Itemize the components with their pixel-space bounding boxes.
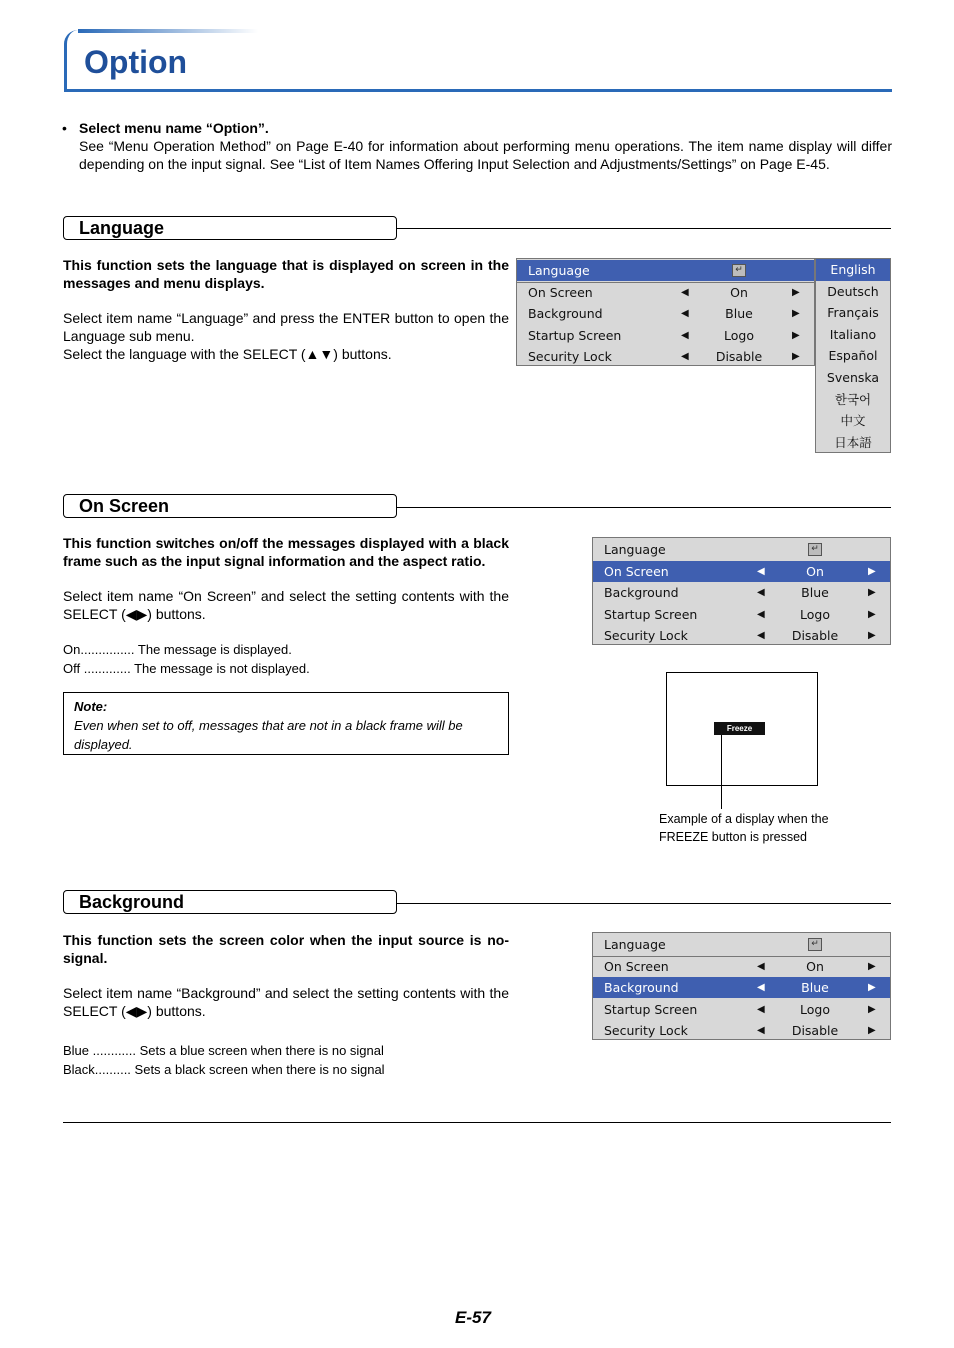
enter-icon: ↵: [808, 938, 822, 951]
right-arrow-icon: ▶: [868, 630, 876, 641]
left-arrow-icon: ◀: [757, 1025, 765, 1036]
on-screen-lead: This function switches on/off the messages displayed with a black frame such as the input signal information and the aspect ratio.: [63, 535, 509, 569]
menu-row-label: Background: [604, 585, 679, 600]
language-option[interactable]: English: [816, 259, 890, 281]
language-description: [63, 256, 509, 363]
section-rule: [397, 228, 891, 229]
left-arrow-icon: ◀: [681, 329, 689, 341]
menu-row-label: On Screen: [604, 563, 669, 579]
left-arrow-icon: ◀: [681, 351, 689, 362]
left-arrow-icon: ◀: [757, 1003, 765, 1015]
menu-row-value: Blue: [801, 585, 829, 600]
menu-row-value: Logo: [724, 327, 754, 343]
menu-row-label: Security Lock: [528, 349, 612, 364]
right-arrow-icon: ▶: [868, 587, 876, 598]
language-option[interactable]: Italiano: [829, 326, 877, 342]
page-number: E-57: [455, 1308, 491, 1327]
bullet: •: [62, 120, 67, 136]
section-heading-language: Language: [63, 216, 397, 240]
on-screen-p1: Select item name “On Screen” and select the setting contents with the SELECT (◀▶) buttons.: [63, 588, 509, 622]
note-box: [63, 692, 509, 755]
language-option[interactable]: Deutsch: [827, 283, 879, 299]
note-title: Note:: [74, 699, 108, 714]
section-heading-on-screen: On Screen: [63, 494, 397, 518]
menu-row-label: Security Lock: [604, 1023, 688, 1038]
callout-line: [721, 735, 722, 809]
section-heading-background: Background: [63, 890, 397, 914]
background-lead: This function sets the screen color when the input source is no-signal.: [63, 932, 509, 966]
menu-row-value: Disable: [715, 349, 763, 364]
definition-item: Black.......... Sets a black screen when there is no signal: [63, 1062, 385, 1077]
menu-row-value: Logo: [800, 1001, 830, 1017]
title-accent-line: [78, 29, 258, 33]
menu-row[interactable]: [593, 539, 890, 560]
menu-row-label: On Screen: [604, 958, 669, 974]
background-p1: Select item name “Background” and select the setting contents with the SELECT (◀▶) buttons.: [63, 985, 509, 1019]
menu-row[interactable]: [517, 346, 814, 367]
menu-row[interactable]: [593, 625, 890, 646]
left-arrow-icon: ◀: [681, 308, 689, 319]
left-arrow-icon: ◀: [757, 608, 765, 620]
language-option[interactable]: 日本語: [834, 434, 872, 450]
menu-row[interactable]: [517, 325, 814, 346]
menu-row[interactable]: [593, 934, 890, 955]
left-arrow-icon: ◀: [757, 587, 765, 598]
language-option[interactable]: 한국어: [834, 391, 872, 407]
menu-row-label: Security Lock: [604, 628, 688, 643]
menu-row-label: On Screen: [528, 284, 593, 300]
freeze-message: Freeze: [714, 722, 765, 735]
enter-icon: ↵: [808, 543, 822, 556]
menu-row-value: On: [806, 958, 824, 974]
menu-row-label: Background: [604, 980, 679, 995]
left-arrow-icon: ◀: [757, 565, 765, 577]
right-arrow-icon: ▶: [868, 982, 876, 993]
freeze-caption: Example of a display when the FREEZE button is pressed: [659, 812, 829, 844]
menu-row[interactable]: [517, 282, 814, 303]
language-submenu: [815, 258, 891, 453]
menu-row[interactable]: [593, 977, 890, 998]
menu-row[interactable]: [593, 604, 890, 625]
definition-item: On............... The message is displayed.: [63, 642, 292, 657]
osd-menu-background: [592, 932, 891, 1040]
menu-row-label: Background: [528, 306, 603, 321]
right-arrow-icon: ▶: [868, 1003, 876, 1015]
menu-row-label: Startup Screen: [604, 606, 698, 622]
footer-rule: [63, 1122, 891, 1123]
right-arrow-icon: ▶: [792, 351, 800, 362]
menu-row-label: Startup Screen: [604, 1001, 698, 1017]
page-title: Option: [84, 44, 188, 80]
language-p1: Select item name “Language” and press the ENTER button to open the Language sub menu.: [63, 310, 509, 344]
right-arrow-icon: ▶: [868, 960, 876, 972]
menu-row-label: Language: [528, 263, 590, 278]
on-screen-definitions: [63, 640, 509, 678]
title-frame: [64, 30, 892, 92]
language-lead: This function sets the language that is displayed on screen in the messages and menu displays.: [63, 257, 509, 291]
menu-row-label: Language: [604, 937, 666, 952]
menu-row[interactable]: [593, 561, 890, 582]
left-arrow-icon: ◀: [757, 630, 765, 641]
osd-menu-on-screen: [592, 537, 891, 645]
menu-row[interactable]: [593, 1020, 890, 1041]
menu-row-value: Logo: [800, 606, 830, 622]
intro-block: [62, 119, 892, 173]
menu-row[interactable]: [593, 582, 890, 603]
definition-item: Blue ............ Sets a blue screen when there is no signal: [63, 1043, 384, 1058]
section-rule: [397, 507, 891, 508]
menu-row-value: Disable: [791, 628, 839, 643]
osd-menu-language: [516, 258, 815, 366]
right-arrow-icon: ▶: [868, 565, 876, 577]
background-description: [63, 931, 509, 1020]
on-screen-description: [63, 534, 509, 623]
menu-row-label: Startup Screen: [528, 327, 622, 343]
menu-row-value: Disable: [791, 1023, 839, 1038]
intro-text: See “Menu Operation Method” on Page E-40 for information about performing menu operations. The item name display will differ depending on the input signal. See “List of Item Names Offering Input Selection and Adjustments/Settings” on Page E-45.: [79, 138, 892, 172]
language-option[interactable]: Español: [828, 348, 878, 364]
menu-row-label: Language: [604, 542, 666, 557]
menu-row-value: On: [806, 563, 824, 579]
language-option[interactable]: 中文: [840, 413, 866, 429]
right-arrow-icon: ▶: [868, 1025, 876, 1036]
right-arrow-icon: ▶: [792, 329, 800, 341]
intro-lead: Select menu name “Option”.: [79, 120, 269, 136]
menu-row[interactable]: [593, 999, 890, 1020]
background-definitions: [63, 1041, 509, 1079]
menu-row-value: On: [730, 284, 748, 300]
right-arrow-icon: ▶: [792, 308, 800, 319]
menu-row[interactable]: [517, 303, 814, 324]
menu-row[interactable]: [593, 956, 890, 977]
language-option[interactable]: Français: [827, 305, 879, 321]
note-text: Even when set to off, messages that are not in a black frame will be displayed.: [74, 718, 463, 752]
language-p2: Select the language with the SELECT (▲▼) buttons.: [63, 346, 392, 362]
left-arrow-icon: ◀: [681, 286, 689, 298]
enter-icon: ↵: [732, 264, 746, 277]
menu-row-value: Blue: [801, 980, 829, 995]
definition-item: Off ............. The message is not displayed.: [63, 661, 310, 676]
menu-row-value: Blue: [725, 306, 753, 321]
language-option[interactable]: Svenska: [826, 370, 880, 385]
right-arrow-icon: ▶: [868, 608, 876, 620]
left-arrow-icon: ◀: [757, 960, 765, 972]
section-rule: [397, 903, 891, 904]
left-arrow-icon: ◀: [757, 982, 765, 993]
menu-row[interactable]: [517, 260, 814, 281]
right-arrow-icon: ▶: [792, 286, 800, 298]
